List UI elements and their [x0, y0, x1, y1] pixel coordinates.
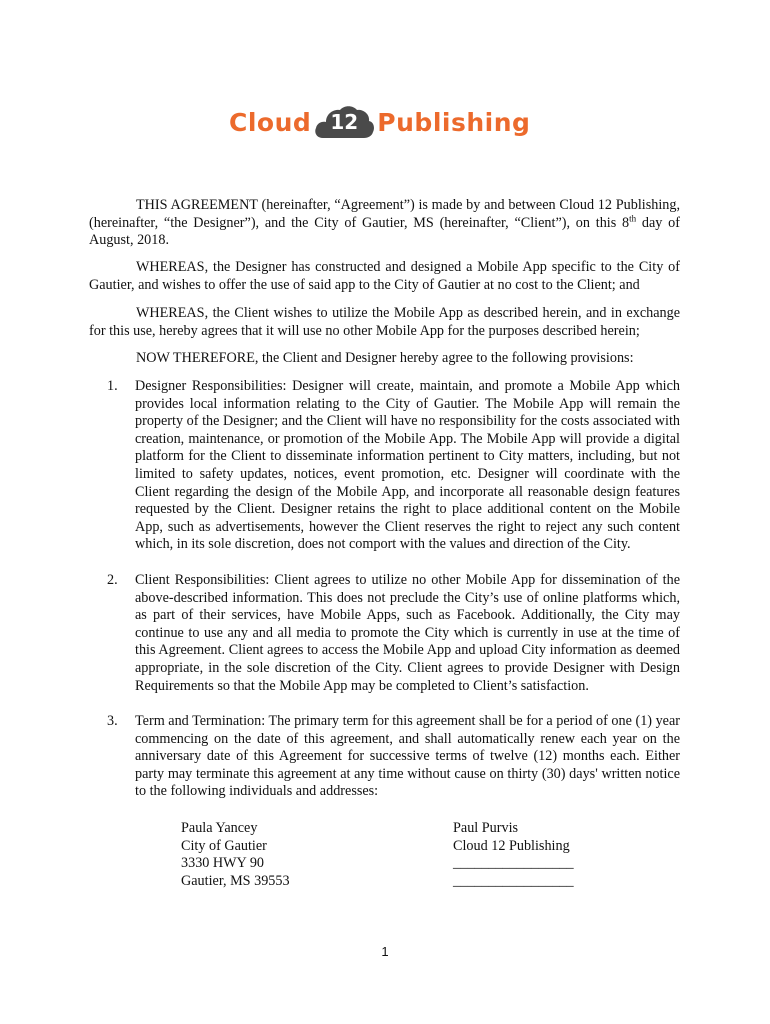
provision-number: 3.: [107, 713, 118, 729]
intro-text: THIS AGREEMENT (hereinafter, “Agreement”) is made by and between Cloud 12 Publishing, (hereinafter, “the Designer”), and the City of Gautier, MS (hereinafter, “Client”), on this 8: [89, 197, 680, 231]
whereas-clause-2: [89, 305, 680, 340]
whereas-1-text: WHEREAS, the Designer has constructed and designed a Mobile App specific to the City of Gautier, and wishes to offer the use of said app to the City of Gautier at no cost to the Client; and: [89, 259, 680, 293]
address-blank-line: _________________: [453, 872, 574, 889]
provision-number: 2.: [107, 572, 118, 588]
whereas-2-text: WHEREAS, the Client wishes to utilize the Mobile App as described herein, and in exchange for this use, hereby agrees that it will use no other Mobile App for the purposes described herein;: [89, 305, 680, 339]
address-blank-line: _________________: [453, 855, 574, 872]
provision-client-responsibilities: [107, 572, 680, 695]
logo-number: 12: [330, 110, 359, 134]
page-number: 1: [381, 944, 389, 959]
intro-text-end: day of August, 2018.: [89, 214, 680, 249]
provision-text: Designer Responsibilities: Designer will create, maintain, and promote a Mobile App which provides local information relating to the City of Gautier. The Mobile App will remain the property of the Designer; and the Client will have no responsibility for the costs associated with creation, maintenance, or promotion of the Mobile App. The Mobile App will provide a digital platform for the Client to disseminate information pertinent to City matters, including, but not limited to safety updates, notices, event promotion, etc. Designer will coordinate with the Client regarding the design of the Mobile App, and incorporate all reasonable design features requested by the Client. Designer retains the right to place additional content on the Mobile App, such as advertisements, however the Client reserves the right to reject any such content which, in its sole discretion, does not comport with the values and direction of the City.: [135, 378, 680, 553]
now-therefore-clause: [89, 350, 680, 368]
logo-word-cloud: Cloud: [229, 107, 312, 137]
provision-term-and-termination: [107, 713, 680, 801]
address-org: City of Gautier: [181, 837, 267, 854]
address-name: Paula Yancey: [181, 820, 258, 836]
cloud12-logo: [229, 100, 530, 144]
provision-text: Client Responsibilities: Client agrees to utilize no other Mobile App for dissemination of the above-described information. This does not preclude the City’s use of online platforms which, as part of their services, have Mobile Apps, such as Facebook. Additionally, the City may continue to use any and all media to promote the City which is currently in use at the time of this Agreement. Client agrees to access the Mobile App and upload City information as deemed appropriate, in the sole discretion of the City. Client agrees to provide Designer with Design Requirements so that the Mobile App may be completed to Client’s satisfaction.: [135, 572, 680, 694]
provision-text: Term and Termination: The primary term for this agreement shall be for a period of one (1) year commencing on the date of this agreement, and shall automatically renew each year on the anniversary date of this Agreement for successive terms of twelve (12) months each. Either party may terminate this agreement at any time without cause on thirty (30) days' written notice to the following individuals and addresses:: [135, 713, 680, 800]
agreement-intro: [89, 197, 680, 250]
provision-designer-responsibilities: [107, 378, 680, 554]
provision-number: 1.: [107, 378, 118, 394]
address-org: Cloud 12 Publishing: [453, 837, 570, 854]
address-name: Paul Purvis: [453, 820, 519, 836]
address-street: 3330 HWY 90: [181, 855, 265, 872]
address-city: Gautier, MS 39553: [181, 872, 290, 889]
address-designer: [453, 820, 574, 890]
intro-ordinal-suffix: th: [629, 212, 637, 223]
address-client: [181, 820, 290, 890]
now-therefore-text: NOW THEREFORE, the Client and Designer hereby agree to the following provisions:: [136, 350, 634, 366]
cloud-icon: [313, 104, 375, 140]
logo-word-publishing: Publishing: [377, 107, 531, 137]
whereas-clause-1: [89, 259, 680, 294]
